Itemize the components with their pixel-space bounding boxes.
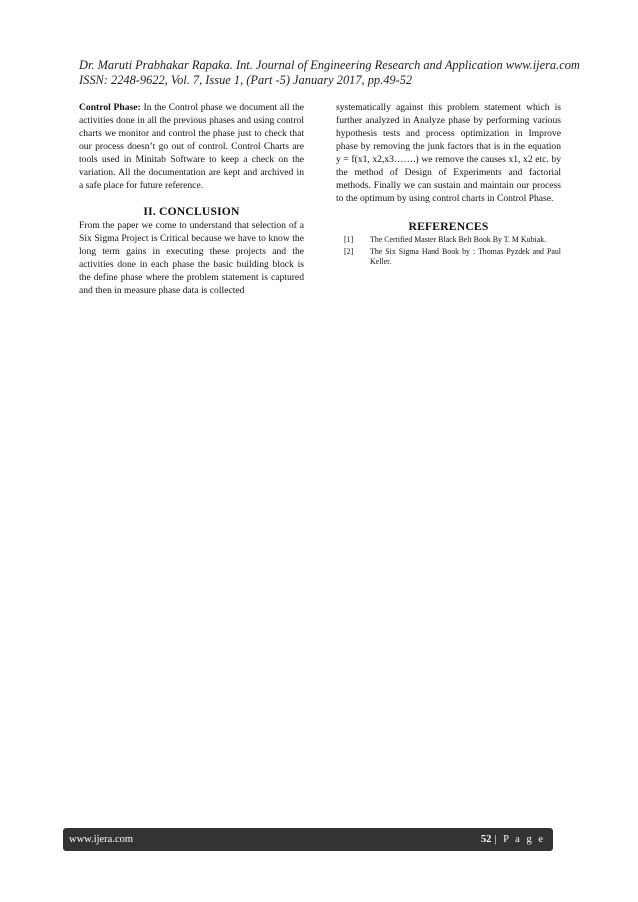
continuation-paragraph: systematically against this problem statement which is further analyzed in Analyze phase by performing various hypothesis tests and process optimization in Improve phase by removing the junk factors that is in the equation y = f(x1, x2,x3…….) we remove the causes x1, x2 etc. by the method of Design of Experiments and factorial methods. Finally we can sustain and maintain our process to the optimum by using control charts in Control Phase. [336, 102, 561, 204]
references-heading: REFERENCES [408, 220, 489, 233]
reference-number: [2] [344, 247, 354, 256]
page-label: | P a g e [494, 834, 545, 845]
conclusion-heading: II. CONCLUSION [143, 205, 240, 218]
reference-text: The Six Sigma Hand Book by : Thomas Pyzdek and Paul Keller. [370, 247, 561, 266]
page-footer [63, 828, 553, 851]
right-column [336, 101, 561, 267]
control-phase-label: Control Phase: [79, 102, 141, 113]
left-column [79, 101, 304, 297]
page-indicator [481, 834, 545, 845]
header-issn-line: ISSN: 2248-9622, Vol. 7, Issue 1, (Part -5) January 2017, pp.49-52 [79, 73, 413, 87]
page-number: 52 [480, 834, 492, 845]
footer-website-link[interactable]: www.ijera.com [69, 834, 134, 845]
references-list [336, 235, 561, 267]
reference-text: The Certified Master Black Belt Book By T. M Kubiak. [370, 235, 547, 244]
reference-item [336, 235, 561, 245]
reference-item [336, 247, 561, 267]
header-citation-line: Dr. Maruti Prabhakar Rapaka. Int. Journal of Engineering Research and Application www.ijera.com [79, 58, 580, 72]
reference-number: [1] [344, 235, 354, 244]
control-phase-text: In the Control phase we document all the activities done in all the previous phases and using control charts we monitor and control the phase just to check that our process doesn’t go out of control. Control Charts are tools used in Minitab Software to keep a check on the variation. All the documentation are kept and archived in a safe place for future reference. [79, 102, 304, 191]
running-header [79, 58, 580, 88]
conclusion-paragraph: From the paper we come to understand that selection of a Six Sigma Project is Critical because we have to know the long term gains in executing these projects and the activities done in each phase the basic building block is the define phase where the problem statement is captured and then in measure phase data is collected [79, 220, 304, 296]
control-phase-paragraph [79, 101, 304, 192]
